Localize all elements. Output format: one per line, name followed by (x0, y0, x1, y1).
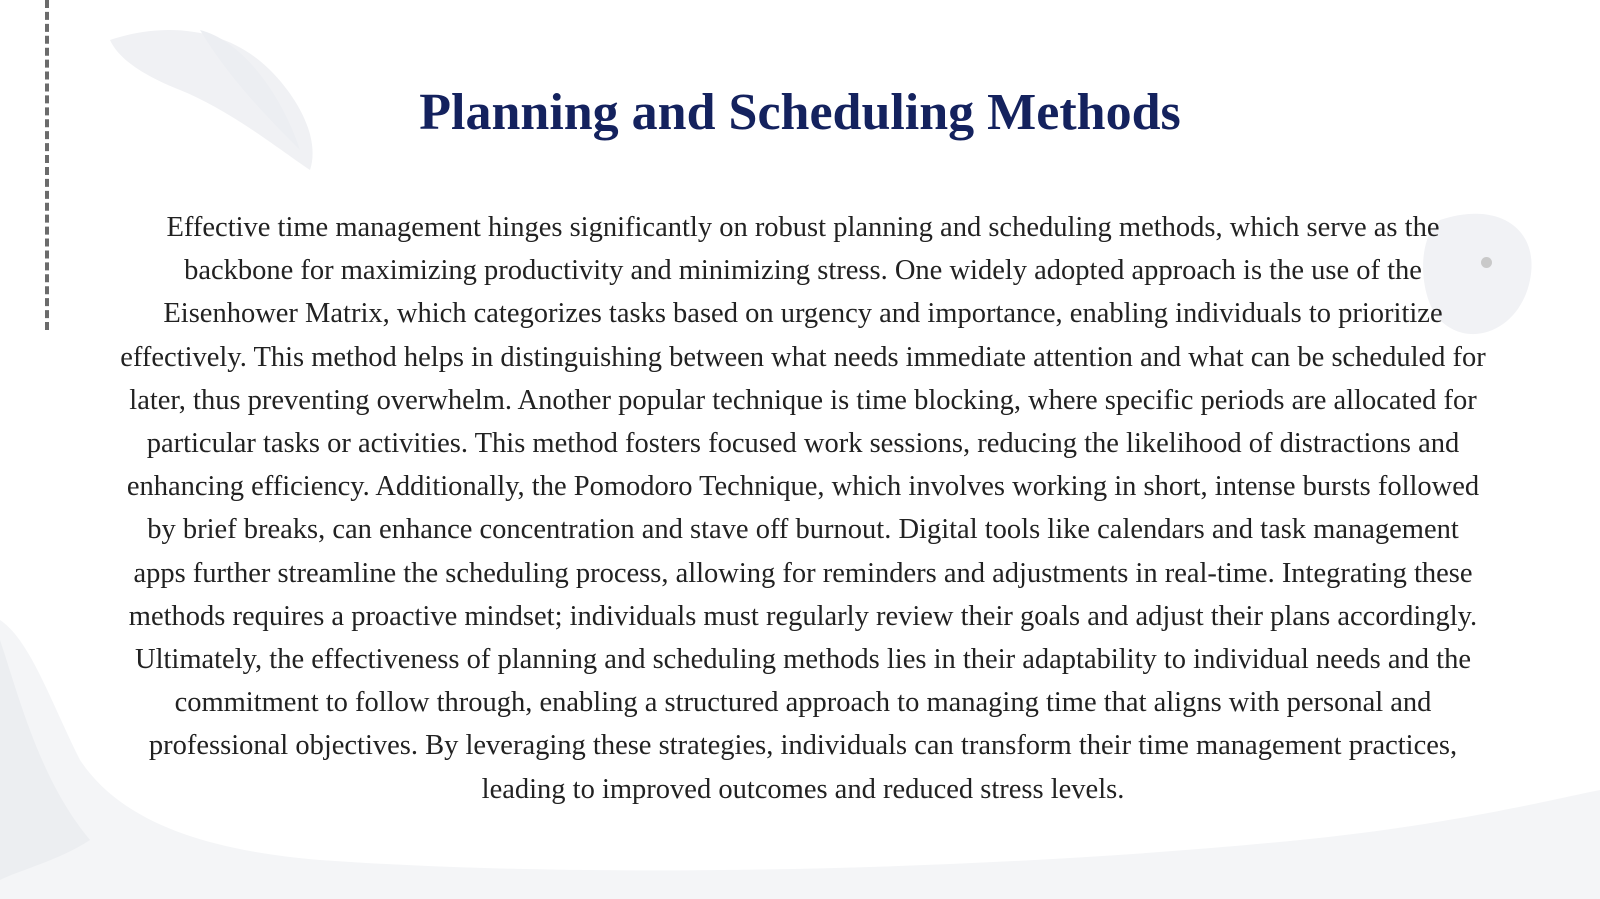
slide-title: Planning and Scheduling Methods (419, 84, 1181, 141)
slide-body-paragraph: Effective time management hinges significantly on robust planning and scheduling methods, which serve as the backbone for maximizing productivity and minimizing stress. One widely adopted approach is the use of the Eisenhower Matrix, which categorizes tasks based on urgency and importance, enabling individuals to prioritize effectively. This method helps in distinguishing between what needs immediate attention and what can be scheduled for later, thus preventing overwhelm. Another popular technique is time blocking, where specific periods are allocated for particular tasks or activities. This method fosters focused work sessions, reducing the likelihood of distractions and enhancing efficiency. Additionally, the Pomodoro Technique, which involves working in short, intense bursts followed by brief breaks, can enhance concentration and stave off burnout. Digital tools like calendars and task management apps further streamline the scheduling process, allowing for reminders and adjustments in real-time. Integrating these methods requires a proactive mindset; individuals must regularly review their goals and adjust their plans accordingly. Ultimately, the effectiveness of planning and scheduling methods lies in their adaptability to individual needs and the commitment to follow through, enabling a structured approach to managing time that aligns with personal and professional objectives. By leveraging these strategies, individuals can transform their time management practices, leading to improved outcomes and reduced stress levels. (120, 212, 1486, 805)
decorative-dashed-line (45, 0, 49, 330)
decorative-dot (1481, 257, 1492, 268)
